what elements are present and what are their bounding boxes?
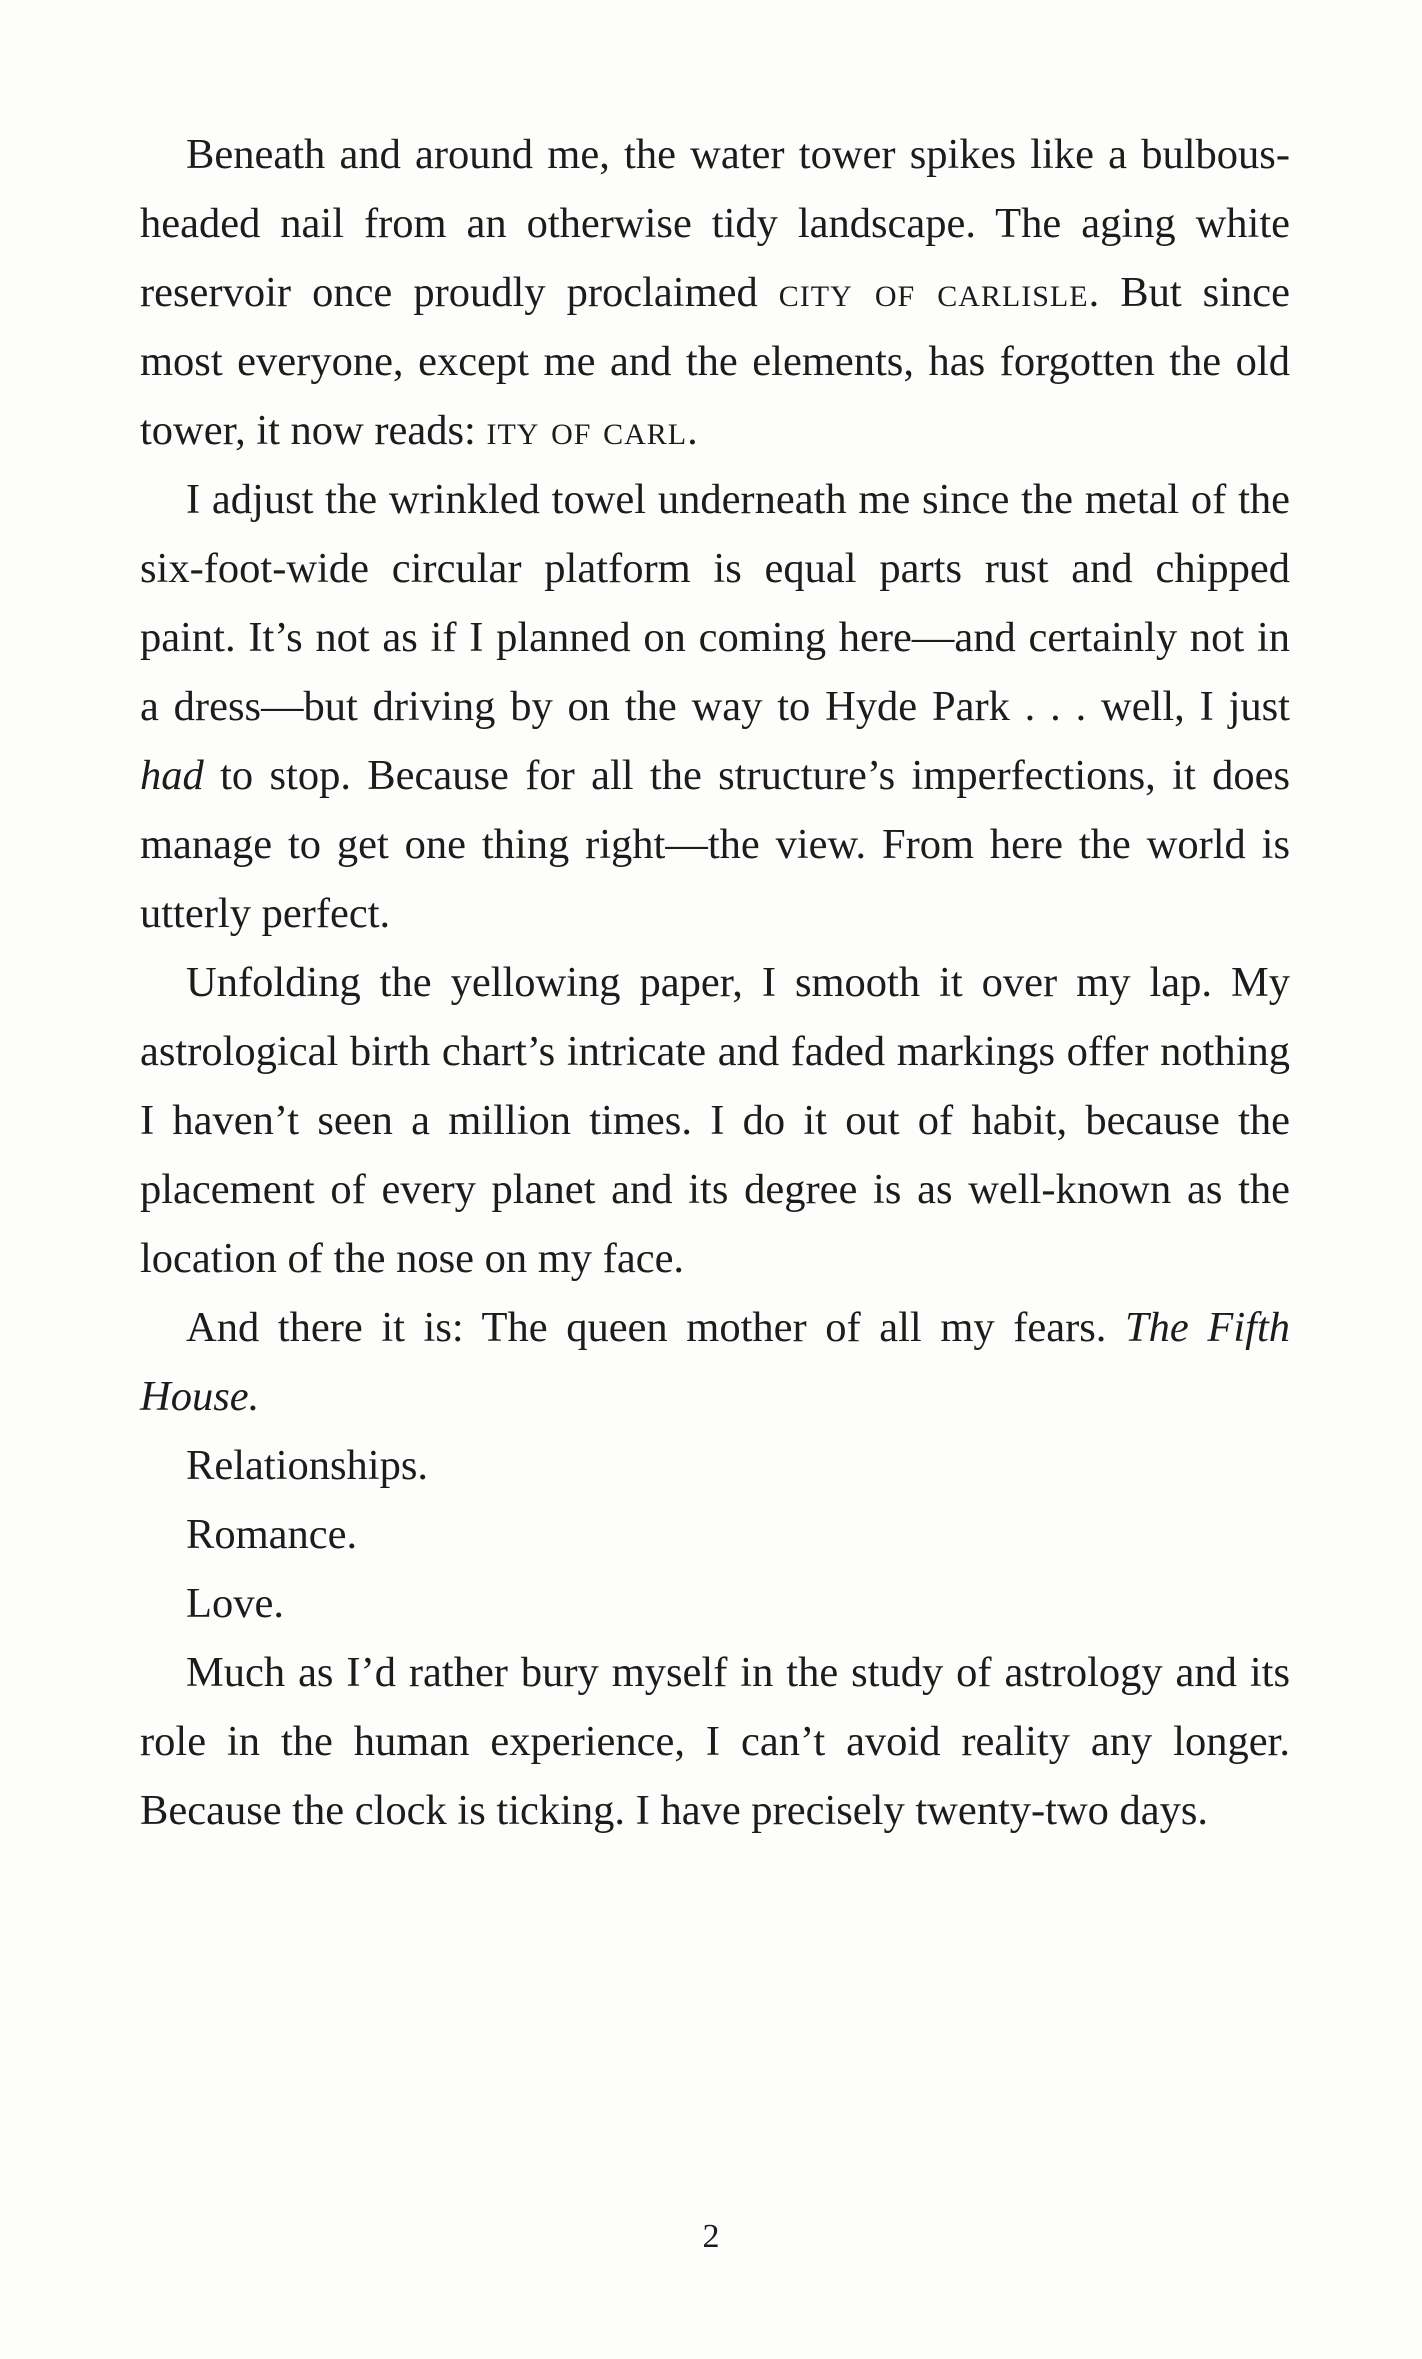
paragraph bbox=[140, 1638, 1290, 1845]
text-segment: Relationships. bbox=[186, 1442, 429, 1489]
text-segment: city of carlisle bbox=[778, 269, 1089, 316]
paragraph bbox=[140, 1431, 1290, 1500]
text-segment: . bbox=[687, 407, 698, 454]
text-segment: Love. bbox=[186, 1580, 284, 1627]
text-segment: Unfolding the yellowing paper, I smooth it over my lap. My astrological birth chart’s intricate and faded markings offer nothing I haven’t seen a million times. I do it out of habit, because the placement of every planet and its degree is as well-known as the location of the nose on my face. bbox=[140, 959, 1290, 1282]
paragraph bbox=[140, 120, 1290, 465]
paragraph bbox=[140, 1500, 1290, 1569]
paragraph bbox=[140, 1293, 1290, 1431]
text-segment: . But since most everyone, except me and the elements, has forgotten the old tower, it now reads: bbox=[140, 269, 1290, 454]
text-segment: Romance. bbox=[186, 1511, 358, 1558]
text-segment: had bbox=[140, 752, 204, 799]
page-number: 2 bbox=[702, 2218, 720, 2255]
text-segment: Beneath and around me, the water tower spikes like a bulbous-headed nail from an otherwise tidy landscape. The aging white reservoir once proudly proclaimed bbox=[140, 131, 1290, 316]
paragraph bbox=[140, 465, 1290, 948]
paragraph bbox=[140, 948, 1290, 1293]
text-segment: to stop. Because for all the structure’s imperfections, it does manage to get one thing right—the view. From here the world is utterly perfect. bbox=[140, 752, 1290, 937]
text-segment: ity of carl bbox=[486, 407, 688, 454]
text-segment: Much as I’d rather bury myself in the study of astrology and its role in the human experience, I can’t avoid reality any longer. Because the clock is ticking. I have precisely twenty-two days. bbox=[140, 1649, 1290, 1834]
text-segment: And there it is: The queen mother of all my fears. bbox=[186, 1304, 1126, 1351]
body-text bbox=[140, 120, 1290, 1845]
text-segment: I adjust the wrinkled towel underneath me since the metal of the six-foot-wide circular platform is equal parts rust and chipped paint. It’s not as if I planned on coming here—and certainly not in a dress—but driving by on the way to Hyde Park . . . well, I just bbox=[140, 476, 1290, 730]
paragraph bbox=[140, 1569, 1290, 1638]
text-segment: The Fifth House. bbox=[140, 1304, 1290, 1420]
